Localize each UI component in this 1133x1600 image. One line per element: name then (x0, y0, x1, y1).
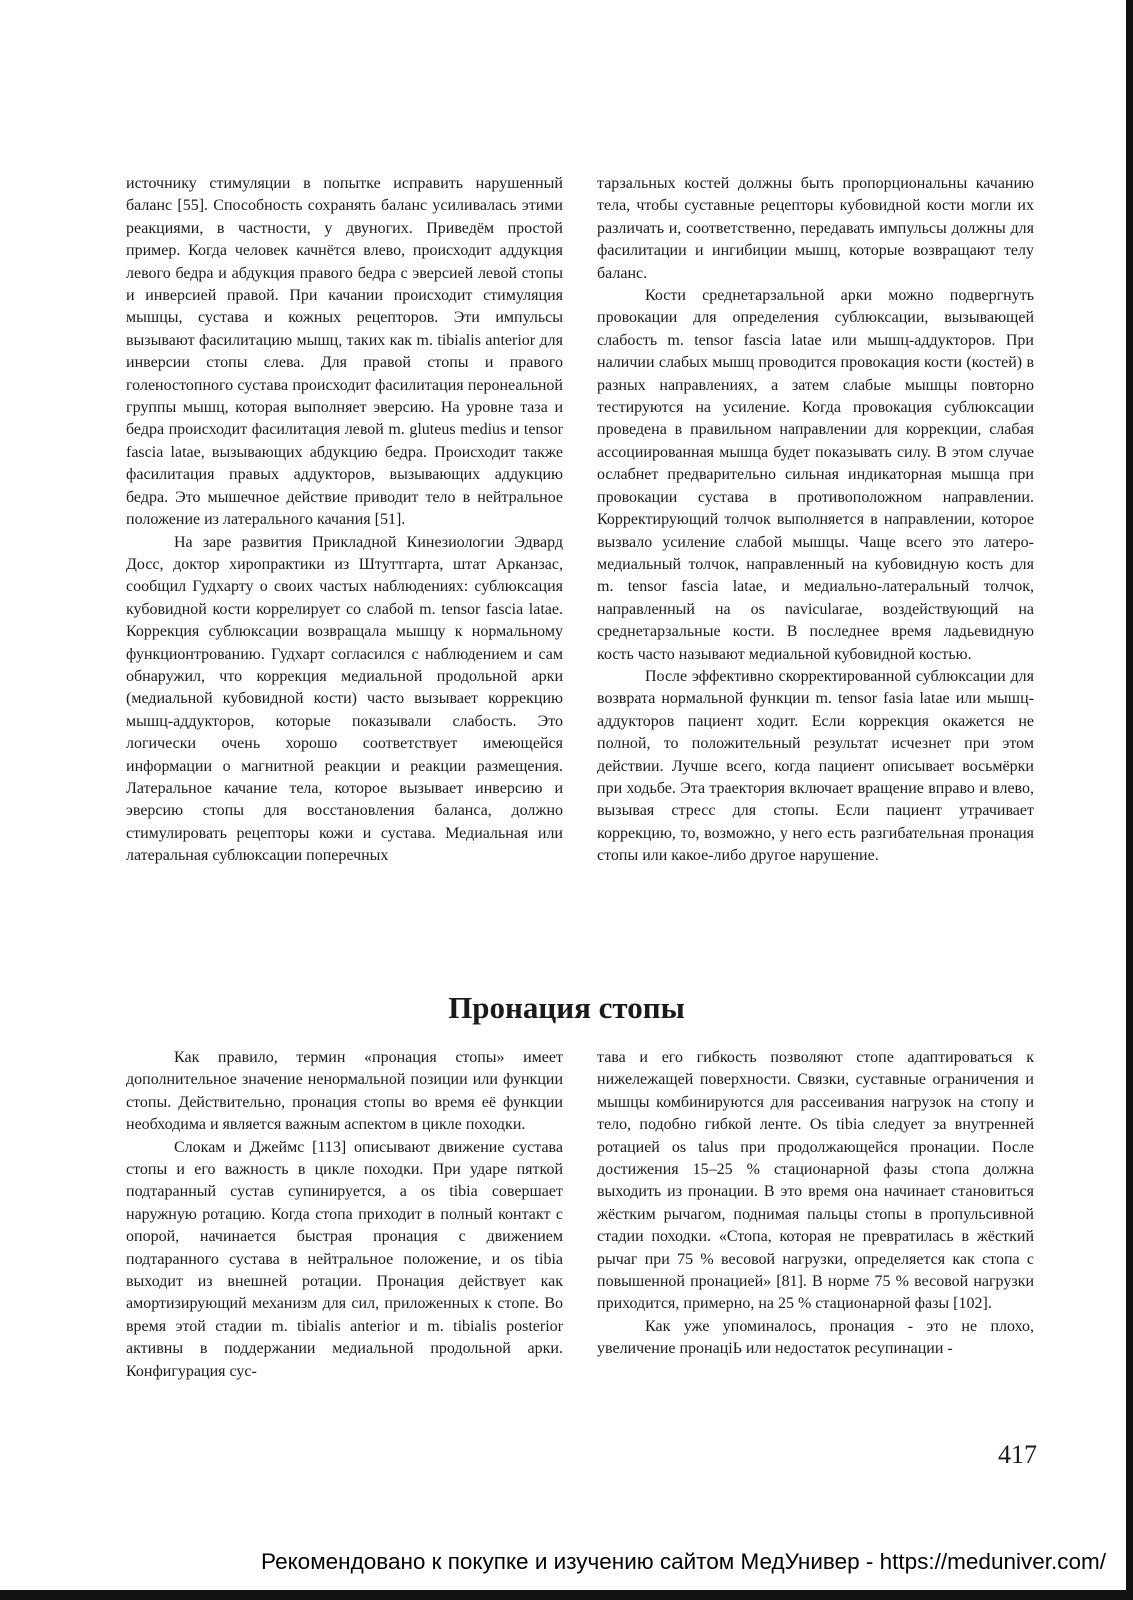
text-column-top-left (126, 173, 563, 868)
paragraph: источнику стимуляции в попытке исправить нарушенный баланс [55]. Способность сохранять баланс усиливалась этими реакциями, в частности, у двуногих. Приведём простой пример. Когда человек качнётся влево, происходит аддукция левого бедра и абдукция правого бедра с эверсией левой стопы и инверсией правой. При качании происходит стимуляция мышцы, сустава и кожных рецепторов. Эти импульсы вызывают фасилитацию мышц, таких как m. tibialis anterior для инверсии стопы слева. Для правой стопы и правого голеностопного сустава происходит фасилитация перонеальной группы мышц, которая выполняет эверсию. На уровне таза и бедра происходит фасилитация левой m. gluteus medius и tensor fascia latae, вызывающих абдукцию бедра. Происходит также фасилитация правых аддукторов, вызывающих аддукцию бедра. Это мышечное действие приводит тело в нейтральное положение из латерального качания [51]. (126, 175, 563, 529)
scan-edge-bottom (0, 1590, 1133, 1600)
paragraph: После эффективно скорректированной сублюксации для возврата нормальной функции m. tensor fasia latae или мышц-аддукторов пациент ходит. Если коррекция окажется не полной, то положительный результат исчезнет при этом действии. Лучше всего, когда пациент описывает восьмёрки при ходьбе. Эта траектория включает вращение вправо и влево, вызывая стресс для стопы. Если пациент утрачивает коррекцию, то, возможно, у него есть разгибательная пронация стопы или какое-либо другое нарушение. (597, 667, 1034, 865)
page-number: 417 (998, 1440, 1037, 1469)
paragraph: тарзальных костей должны быть пропорциональны качанию тела, чтобы суставные рецепторы кубовидной кости могли их различать и, соответственно, передавать импульсы должны для фасилитации и ингибиции мышц, которые возвращают телу баланс. (597, 175, 1034, 282)
section-title: Пронация стопы (448, 990, 685, 1025)
text-column-top-right (597, 173, 1034, 868)
paragraph: тава и его гибкость позволяют стопе адаптироваться к нижележащей поверхности. Связки, суставные ограничения и мышцы комбинируются для рассеивания нагрузок на стопу и тело, подобно гибкой ленте. Os tibia следует за внутренней ротацией os talus при продолжающейся пронации. После достижения 15–25 % стационарной фазы стопа должна выходить из пронации. В это время она начинает становиться жёстким рычагом, поднимая пальцы стопы в пропульсивной стадии походки. «Стопа, которая не превратилась в жёсткий рычаг при 75 % весовой нагрузки, определяется как стопа с повышенной пронацией» [81]. В норме 75 % весовой нагрузки приходится, примерно, на 25 % стационарной фазы [102]. (597, 1049, 1034, 1313)
paragraph: Как уже упоминалось, пронация - это не плохо, увеличение пронаціЬ или недостаток ресупинации - (597, 1317, 1034, 1358)
text-column-bottom-left (126, 1047, 563, 1383)
paragraph: На заре развития Прикладной Кинезиологии Эдвард Досс, доктор хиропрактики из Штуттгарта, штат Арканзас, сообщил Гудхарту о своих частых наблюдениях: сублюксация кубовидной кости коррелирует со слабой m. tensor fascia latae. Коррекция сублюксации возвращала мышцу к нормальному функционтрованию. Гудхарт согласился с наблюдением и сам обнаружил, что коррекция медиальной продольной арки (медиальной кубовидной кости) часто вызывает коррекцию мышц-аддукторов, которые показывали слабость. Это логически очень хорошо соответствует имеющейся информации о магнитной реакции и реакции размещения. Латеральное качание тела, которое вызывает инверсию и эверсию стопы для восстановления баланса, должно стимулировать рецепторы кожи и сустава. Медиальная или латеральная сублюксации поперечных (126, 533, 563, 865)
text-column-bottom-right (597, 1047, 1034, 1361)
paragraph: Слокам и Джеймс [113] описывают движение сустава стопы и его важность в цикле походки. При ударе пяткой подтаранный сустав супинируется, а os tibia совершает наружную ротацию. Когда стопа приходит в полный контакт с опорой, начинается быстрая пронация с движением подтаранного сустава в нейтральное положение, и os tibia выходит из внешней ротации. Пронация действует как амортизирующий механизм для сил, приложенных к стопе. Во время этой стадии m. tibialis anterior и m. tibialis posterior активны в поддержании медиальной продольной арки. Конфигурация сус- (126, 1138, 563, 1380)
scan-edge-right (1126, 0, 1133, 1600)
paragraph: Как правило, термин «пронация стопы» имеет дополнительное значение ненормальной позиции или функции стопы. Действительно, пронация стопы во время её функции необходима и является важным аспектом в цикле походки. (126, 1049, 563, 1134)
paragraph: Кости среднетарзальной арки можно подвергнуть провокации для определения сублюксации, вызывающей слабость m. tensor fascia latae или мышц-аддукторов. При наличии слабых мышц проводится провокация кости (костей) в разных направлениях, а затем слабые мышцы повторно тестируются на усиление. Когда провокация сублюксации проведена в правильном направлении для коррекции, слабая ассоциированная мышца будет показывать силу. В этом случае ослабнет предварительно сильная индикаторная мышца при провокации сустава в противоположном направлении. Корректирующий толчок выполняется в направлении, которое вызвало усиление слабой мышцы. Чаще всего это латеро-медиальный толчок, направленный на кубовидную кость для m. tensor fascia latae, и медиально-латеральный толчок, направленный на os navicularae, воздействующий на среднетарзальные кости. В последнее время ладьевидную кость часто называют медиальной кубовидной костью. (597, 287, 1034, 663)
footer-watermark-text: Рекомендовано к покупке и изучению сайтом МедУнивер - https://meduniver.com/ (261, 1549, 1106, 1574)
